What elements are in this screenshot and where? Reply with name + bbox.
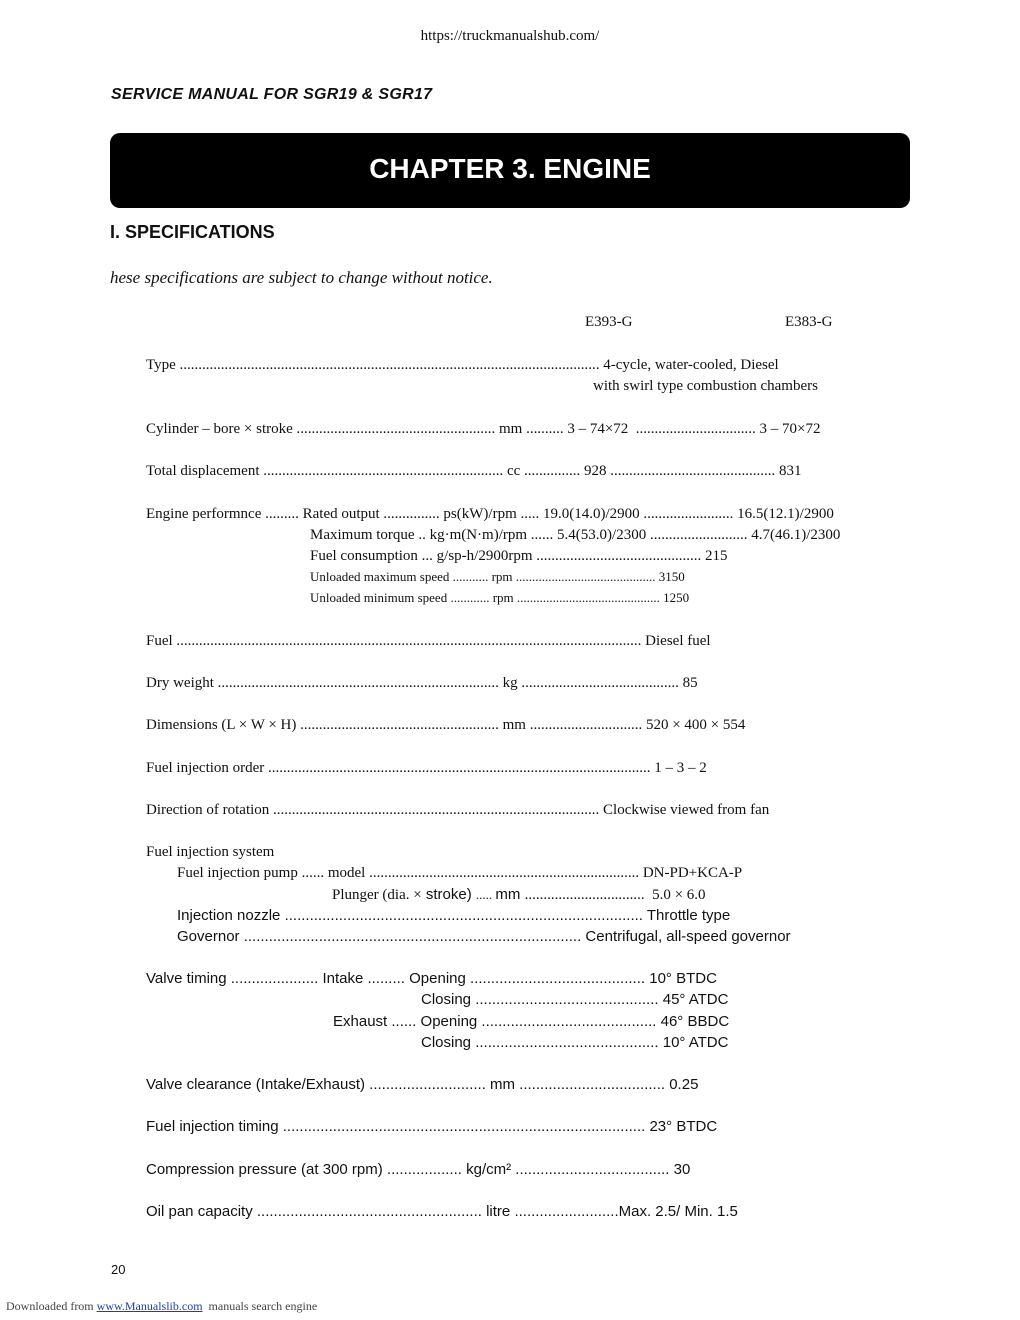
spec-dry-weight: Dry weight ........................................................................... kg .......................................... 85 (146, 675, 698, 691)
spec-dimensions: Dimensions (L × W × H) ..................................................... mm .............................. 520 × 400 × 554 (146, 717, 746, 733)
model-header-e383g: E383-G (785, 314, 833, 330)
plunger-value: ................................ 5.0 × 6.0 (524, 887, 706, 903)
spec-fis-title: Fuel injection system (146, 844, 275, 860)
spec-type: Type ................................................................................................................ 4-cycle, water-cooled, Diesel (146, 357, 779, 373)
spec-fis-pump: Fuel injection pump ...... model ........................................................................ DN-PD+KCA-P (177, 865, 743, 881)
spec-unloaded-min: Unloaded minimum speed ............ rpm ............................................ 1250 (310, 590, 690, 605)
spec-fuel: Fuel ............................................................................................................................ Diesel fuel (146, 633, 711, 649)
spec-unloaded-max: Unloaded maximum speed ........... rpm ........................................... 3150 (310, 569, 685, 584)
spec-injection-order: Fuel injection order ...................................................................................................... 1 – 3 – 2 (146, 760, 707, 776)
spec-fis-plunger (332, 886, 706, 904)
model-header-e393g: E393-G (585, 314, 633, 330)
spec-fuel-consumption: Fuel consumption ... g/sp-h/2900rpm ............................................ 215 (310, 548, 728, 564)
page-number: 20 (111, 1262, 126, 1277)
spec-notice: hese specifications are subject to change without notice. (110, 268, 493, 287)
manual-title: SERVICE MANUAL FOR SGR19 & SGR17 (111, 86, 433, 103)
spec-valve-intake-open: Valve timing ..................... Intake ......... Opening .......................................... 10° BTDC (146, 970, 717, 987)
plunger-stroke: stroke) (421, 886, 476, 903)
chapter-title: CHAPTER 3. ENGINE (369, 153, 651, 184)
manualslib-link[interactable]: www.Manualslib.com (96, 1299, 203, 1313)
spec-max-torque: Maximum torque .. kg·m(N·m)/rpm ...... 5.4(53.0)/2300 .......................... 4.7(46.1)/2300 (310, 527, 841, 543)
plunger-label: Plunger (dia. × (332, 887, 422, 903)
spec-compression: Compression pressure (at 300 rpm) .................. kg/cm² ..................................... 30 (146, 1161, 691, 1178)
spec-type-cont: with swirl type combustion chambers (593, 378, 818, 394)
plunger-unit: mm (495, 886, 525, 903)
download-footer (6, 1299, 317, 1314)
footer-suffix: manuals search engine (202, 1299, 318, 1313)
spec-valve-clearance: Valve clearance (Intake/Exhaust) ............................ mm ................................... 0.25 (146, 1076, 699, 1093)
spec-governor: Governor ................................................................................. Centrifugal, all-speed governor (177, 928, 791, 945)
plunger-dots: ..... (475, 887, 496, 902)
spec-valve-exhaust-open: Exhaust ...... Opening .......................................... 46° BBDC (333, 1013, 730, 1030)
spec-nozzle: Injection nozzle ...................................................................................... Throttle type (177, 907, 731, 924)
spec-injection-timing: Fuel injection timing ....................................................................................... 23° BTDC (146, 1118, 718, 1135)
spec-rated-output: Engine performnce ......... Rated output ............... ps(kW)/rpm ..... 19.0(14.0)/2900 ........................ 16.5(12.1)/2900 (146, 506, 834, 522)
spec-cylinder: Cylinder – bore × stroke ..................................................... mm .......... 3 – 74×72 ................................ 3 – 70×72 (146, 421, 821, 437)
spec-displacement: Total displacement ................................................................ cc ............... 928 ............................................ 831 (146, 463, 802, 479)
spec-oil-pan: Oil pan capacity ...................................................... litre .........................Max. 2.5/ Min. 1.5 (146, 1203, 738, 1220)
spec-rotation: Direction of rotation ....................................................................................... Clockwise viewed from fan (146, 802, 770, 818)
source-url[interactable]: https://truckmanualshub.com/ (420, 28, 600, 44)
spec-valve-intake-close: Closing ............................................ 45° ATDC (421, 991, 729, 1008)
spec-valve-exhaust-close: Closing ............................................ 10° ATDC (421, 1034, 729, 1051)
footer-prefix: Downloaded from (6, 1299, 97, 1313)
chapter-banner (110, 133, 910, 208)
section-title: I. SPECIFICATIONS (110, 222, 275, 242)
